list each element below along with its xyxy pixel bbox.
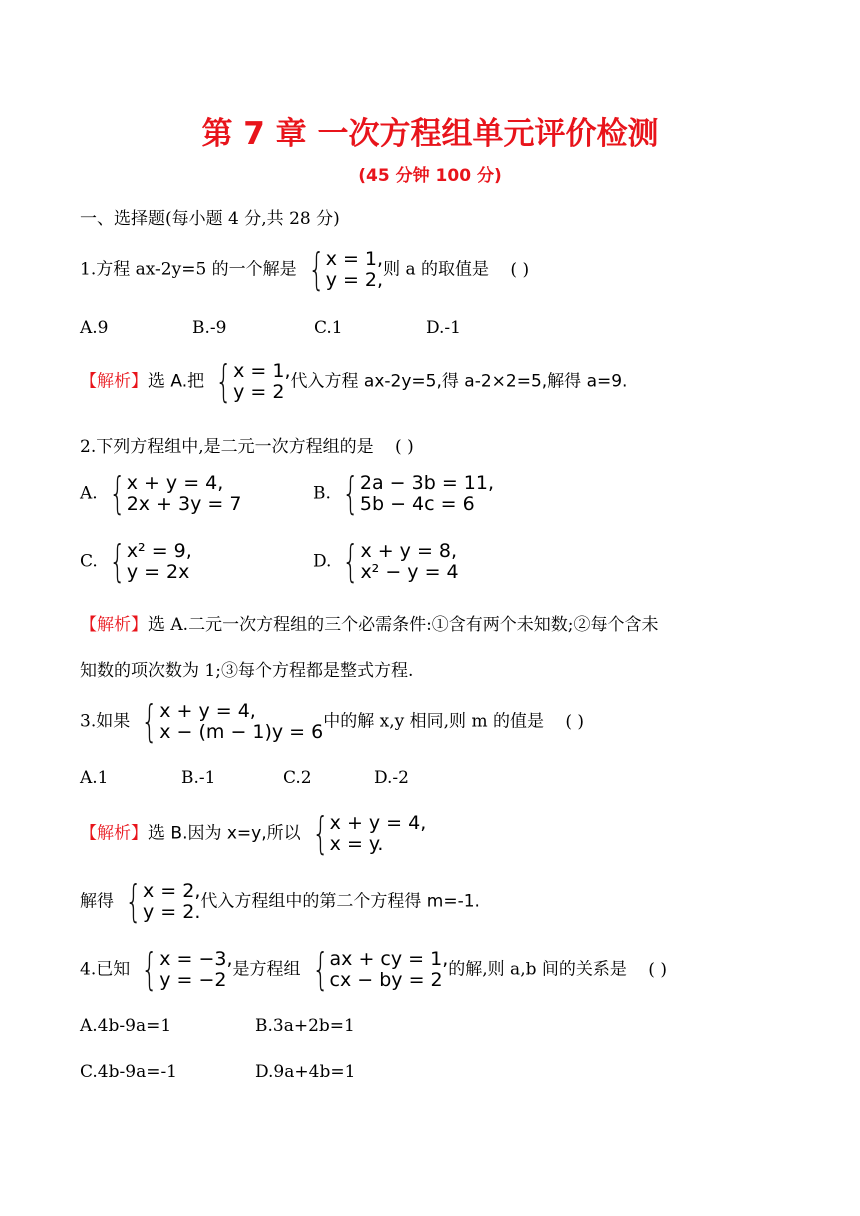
option-c: C.1 [314,318,343,338]
analysis-tag: 【解析】 [80,615,148,635]
question-2-analysis-line-2: 知数的项次数为 1;③每个方程都是整式方程. [80,661,414,681]
question-2-analysis-line-1: 【解析】选 A.二元一次方程组的三个必需条件:①含有两个未知数;②每个含未 [80,615,659,635]
equation-system: { x = −3, y = −2 [141,944,233,995]
equation-system: { x = 1, y = 2, [307,244,384,295]
equation-system: { x + y = 4, x − (m − 1)y = 6 [141,696,324,747]
question-3: 3.如果 { x + y = 4, x − (m − 1)y = 6 中的解 x,y 相同,则 m 的值是 ( ) [80,696,585,747]
question-2-option-a: A. { x + y = 4, 2x + 3y = 7 [80,468,242,519]
answer-blank: ( ) [565,711,585,732]
page-title: 第 7 章 一次方程组单元评价检测 [201,116,659,152]
option-c: C.2 [283,768,312,788]
question-3-analysis-line-1: 【解析】选 B.因为 x=y,所以 { x + y = 4, x = y. [80,808,427,859]
option-a: A.1 [80,768,109,788]
question-1: 1.方程 ax-2y=5 的一个解是 { x = 1, y = 2, 则 a 的取值是 ( ) [80,244,530,295]
question-4-option-b: B.3a+2b=1 [255,1016,355,1036]
question-4-option-c: C.4b-9a=-1 [80,1062,178,1082]
question-2-option-c: C. { x² = 9, y = 2x [80,536,192,587]
equation-system: { x + y = 8, x² − y = 4 [342,536,459,587]
question-3-analysis-line-2: 解得 { x = 2, y = 2. 代入方程组中的第二个方程得 m=-1. [80,876,480,927]
option-d: D.-2 [374,768,409,788]
section-heading: 一、选择题(每小题 4 分,共 28 分) [80,209,340,229]
question-1-analysis: 【解析】选 A.把 { x = 1, y = 2 代入方程 ax-2y=5,得 a-2×2=5,解得 a=9. [80,356,628,407]
option-a: A.9 [80,318,109,338]
equation-system: { x = 1, y = 2 [215,356,291,407]
equation-system: { 2a − 3b = 11, 5b − 4c = 6 [342,468,495,519]
question-4-option-d: D.9a+4b=1 [255,1062,356,1082]
answer-blank: ( ) [510,259,530,280]
answer-blank: ( ) [395,437,414,457]
option-b: B.-1 [181,768,216,788]
answer-blank: ( ) [648,959,667,980]
question-4: 4.已知 { x = −3, y = −2 是方程组 { ax + cy = 1, cx − by = 2 的解,则 a,b 间的关系是 ( ) [80,944,667,995]
analysis-tag: 【解析】 [80,823,148,844]
question-4-option-a: A.4b-9a=1 [80,1016,172,1036]
question-2-option-d: D. { x + y = 8, x² − y = 4 [313,536,459,587]
page-subtitle: (45 分钟 100 分) [358,166,502,186]
analysis-tag: 【解析】 [80,371,148,392]
question-1-text: 1.方程 ax-2y=5 的一个解是 [80,259,297,280]
equation-system: { x + y = 4, x = y. [311,808,427,859]
option-b: B.-9 [192,318,227,338]
equation-system: { x = 2, y = 2. [125,876,201,927]
question-2-option-b: B. { 2a − 3b = 11, 5b − 4c = 6 [313,468,495,519]
question-2-text: 2.下列方程组中,是二元一次方程组的是 [80,437,374,457]
question-2 [80,432,414,457]
option-d: D.-1 [426,318,461,338]
equation-system: { ax + cy = 1, cx − by = 2 [311,944,449,995]
equation-system: { x² = 9, y = 2x [109,536,192,587]
equation-system: { x + y = 4, 2x + 3y = 7 [108,468,242,519]
